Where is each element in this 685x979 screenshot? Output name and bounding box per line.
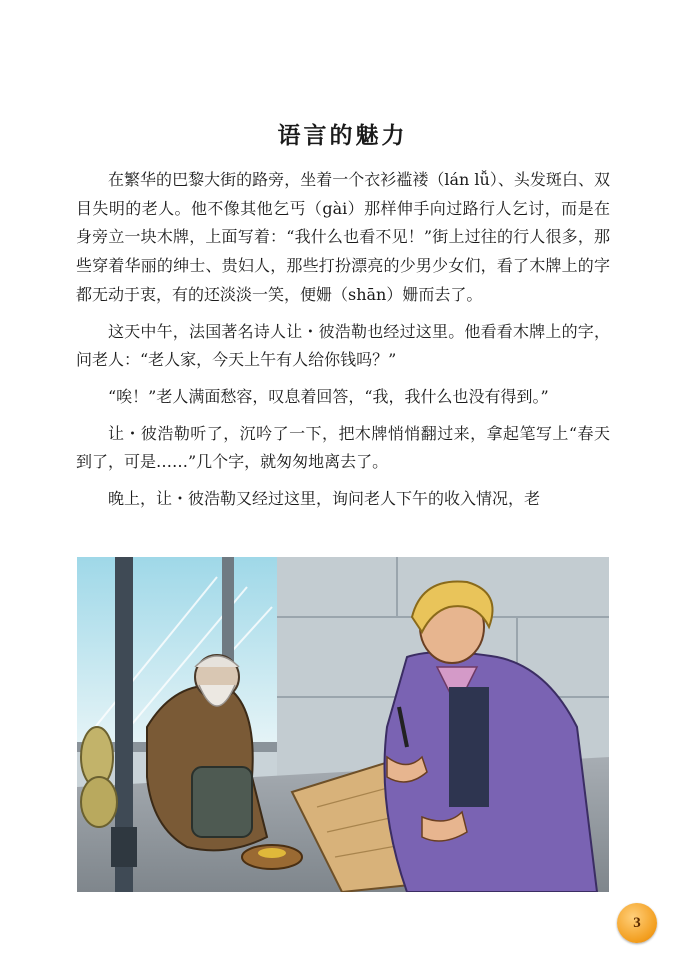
paragraph: “唉！”老人满面愁容，叹息着回答，“我，我什么也没有得到。”: [108, 386, 549, 406]
paragraph: 晚上，让・彼浩勒又经过这里，询问老人下午的收入情况，老: [108, 489, 541, 509]
paragraph: 在繁华的巴黎大街的路旁，坐着一个衣衫褴褛（lán lǚ）、头发斑白、双目失明的老人。他不像其他乞丐（gài）那样伸手向过路行人乞讨，而是在身旁立一块木牌，上面写着：“我什么也看不见！”街上过往的行人很多，那些穿着华丽的绅士、贵妇人，那些打扮漂亮的少男少女们，看了木牌上的字都无动于衷，有的还淡淡一笑，便姗（shān）姗而去了。: [76, 170, 610, 304]
illustration-art: [77, 557, 609, 892]
story-text: [76, 166, 610, 514]
paragraph: 让・彼浩勒听了，沉吟了一下，把木牌悄悄翻过来，拿起笔写上“春天到了，可是……”几个字，就匆匆地离去了。: [76, 423, 610, 472]
page-number-badge: 3: [617, 903, 657, 943]
page-title: 语言的魅力: [277, 122, 408, 149]
paragraph: 这天中午，法国著名诗人让・彼浩勒也经过这里。他看看木牌上的字，问老人：“老人家，今天上午有人给你钱吗？”: [76, 321, 610, 370]
story-illustration: [77, 557, 609, 892]
